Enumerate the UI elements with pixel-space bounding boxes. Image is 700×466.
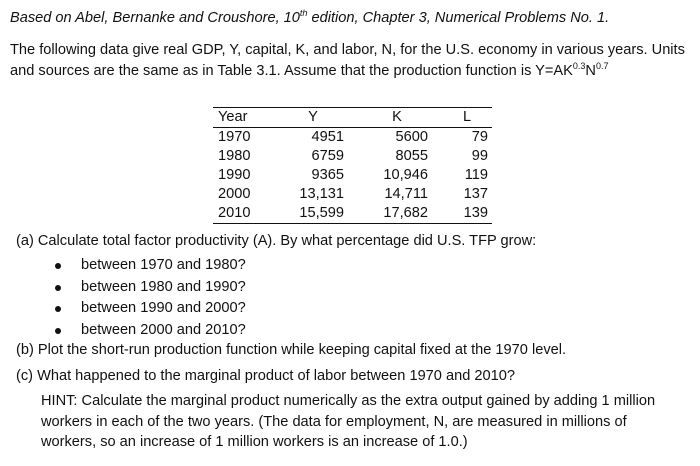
cell-k: 8055 — [395, 148, 428, 164]
list-item-text: between 1980 and 1990? — [81, 278, 246, 295]
cell-year: 2000 — [218, 186, 251, 202]
cell-y: 9365 — [311, 167, 344, 183]
source-header — [10, 8, 609, 28]
cell-year: 1990 — [218, 167, 251, 183]
source-suffix: edition, Chapter 3, Numerical Problems No. 1. — [307, 10, 610, 26]
question-a-bullet-list — [55, 255, 246, 341]
cell-k: 10,946 — [383, 167, 428, 183]
question-b: (b) Plot the short-run production function while keeping capital fixed at the 1970 level. — [16, 342, 567, 358]
cell-k: 17,682 — [348, 204, 432, 224]
table-row — [213, 147, 492, 166]
list-item-text: between 1990 and 2000? — [81, 300, 246, 316]
table-header-row — [213, 108, 492, 128]
cell-y: 4951 — [311, 129, 344, 145]
edition-superscript: th — [299, 8, 308, 18]
cell-year: 1980 — [218, 148, 251, 164]
source-prefix: Based on Abel, Bernanke and Croushore, 10 — [10, 10, 300, 26]
cell-l: 79 — [471, 129, 488, 145]
k-exponent: 0.3 — [572, 60, 586, 71]
list-item-text: between 2000 and 2010? — [81, 321, 246, 338]
list-item — [55, 320, 246, 342]
cell-k: 14,711 — [384, 186, 428, 202]
cell-y: 13,131 — [299, 186, 344, 202]
cell-year: 1970 — [218, 129, 251, 145]
question-a: (a) Calculate total factor productivity (A). By what percentage did U.S. TFP grow: — [16, 233, 537, 249]
header-l: L — [432, 108, 492, 128]
cell-k: 5600 — [395, 129, 428, 145]
n-symbol: N — [585, 62, 596, 79]
n-exponent: 0.7 — [595, 60, 609, 71]
cell-y: 6759 — [311, 148, 344, 164]
cell-l: 137 — [463, 186, 488, 202]
data-table — [213, 107, 492, 224]
bullet-dot-icon — [55, 306, 61, 312]
list-item-text: between 1970 and 1980? — [81, 257, 246, 273]
question-c: (c) What happened to the marginal product of labor between 1970 and 2010? — [16, 368, 515, 384]
bullet-dot-icon — [55, 285, 61, 291]
cell-y: 15,599 — [266, 204, 348, 224]
list-item — [55, 277, 246, 299]
problem-intro — [10, 40, 685, 81]
list-item — [55, 298, 246, 320]
table-row — [213, 204, 492, 224]
cell-year: 2010 — [213, 204, 266, 224]
table-row — [213, 166, 492, 185]
bullet-dot-icon — [55, 263, 61, 269]
header-year: Year — [213, 108, 266, 128]
cell-l: 99 — [471, 148, 488, 164]
cell-l: 119 — [464, 167, 488, 183]
bullet-dot-icon — [55, 328, 61, 334]
table-row — [213, 128, 492, 148]
table-row — [213, 185, 492, 204]
list-item — [55, 255, 246, 277]
question-c-hint: HINT: Calculate the marginal product numerically as the extra output gained by adding 1 million workers in each of the two years. (The data for employment, N, are measured in millions of workers, so an increase of 1 million workers is an increase of 1.0.) — [41, 393, 656, 450]
cell-l: 139 — [432, 204, 492, 224]
header-k: K — [348, 108, 432, 128]
header-y: Y — [266, 108, 348, 128]
intro-text: The following data give real GDP, Y, capital, K, and labor, N, for the U.S. economy in various years. Units and sources are the same as in Table 3.1. Assume that the production function is Y=AK — [10, 42, 685, 79]
